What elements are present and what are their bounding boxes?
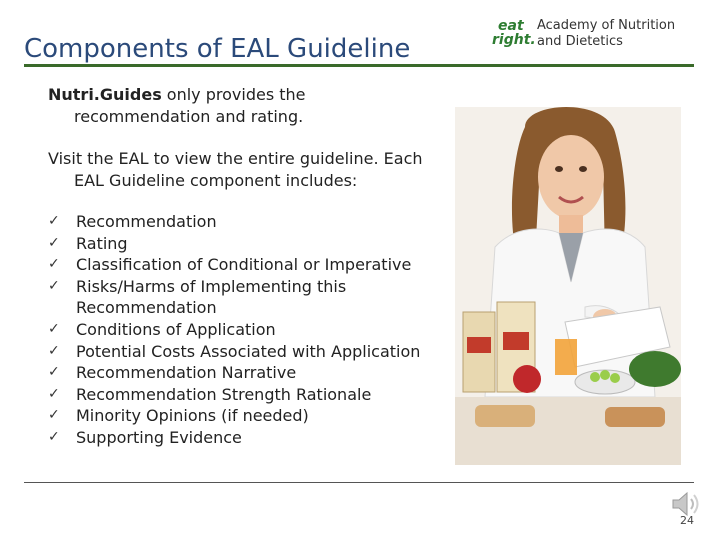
list-item: ✓ Potential Costs Associated with Application bbox=[48, 341, 421, 361]
check-icon: ✓ bbox=[48, 342, 60, 359]
check-icon: ✓ bbox=[48, 364, 60, 381]
check-icon: ✓ bbox=[48, 234, 60, 251]
check-icon: ✓ bbox=[48, 428, 60, 445]
logo-mark-line2: right. bbox=[492, 32, 536, 48]
check-icon: ✓ bbox=[48, 385, 60, 402]
check-icon: ✓ bbox=[48, 213, 60, 229]
visit-text bbox=[48, 148, 438, 192]
visit-line1: Visit the EAL to view the entire guideline. Each bbox=[48, 149, 423, 168]
list-item: ✓ Supporting Evidence bbox=[48, 427, 242, 447]
logo-mark-line1: eat bbox=[498, 18, 524, 34]
logo-org-line1: Academy of Nutrition bbox=[537, 18, 676, 33]
check-icon: ✓ bbox=[48, 256, 60, 273]
list-item: ✓ Minority Opinions (if needed) bbox=[48, 406, 309, 426]
intro-line2: recommendation and rating. bbox=[74, 107, 304, 126]
title-divider bbox=[24, 64, 694, 67]
dietitian-photo bbox=[455, 107, 681, 465]
academy-logo bbox=[492, 16, 692, 50]
footer-divider bbox=[24, 482, 694, 483]
list-item: ✓ Recommendation Strength Rationale bbox=[48, 384, 372, 404]
list-item: ✓ Classification of Conditional or Imperative bbox=[48, 255, 412, 275]
check-icon: ✓ bbox=[48, 277, 60, 294]
intro-text bbox=[48, 84, 428, 128]
visit-line2: EAL Guideline component includes: bbox=[74, 171, 358, 190]
check-icon: ✓ bbox=[48, 407, 60, 424]
list-item: ✓ Recommendation bbox=[48, 212, 217, 231]
check-icon: ✓ bbox=[48, 320, 60, 337]
list-item: ✓ Conditions of Application bbox=[48, 319, 276, 339]
logo-org-line2: and Dietetics bbox=[537, 34, 623, 49]
intro-bold: Nutri.Guides bbox=[48, 85, 162, 104]
list-item: ✓ Recommendation Narrative bbox=[48, 363, 297, 383]
components-list bbox=[48, 211, 448, 449]
list-item: ✓ Rating bbox=[48, 233, 128, 253]
list-item: ✓ Risks/Harms of Implementing this Recommendation bbox=[48, 276, 347, 318]
eatright-logo-mark bbox=[492, 18, 536, 48]
slide-title: Components of EAL Guideline bbox=[24, 34, 411, 64]
page-number: 24 bbox=[680, 514, 694, 527]
intro-rest: only provides the bbox=[161, 85, 306, 104]
